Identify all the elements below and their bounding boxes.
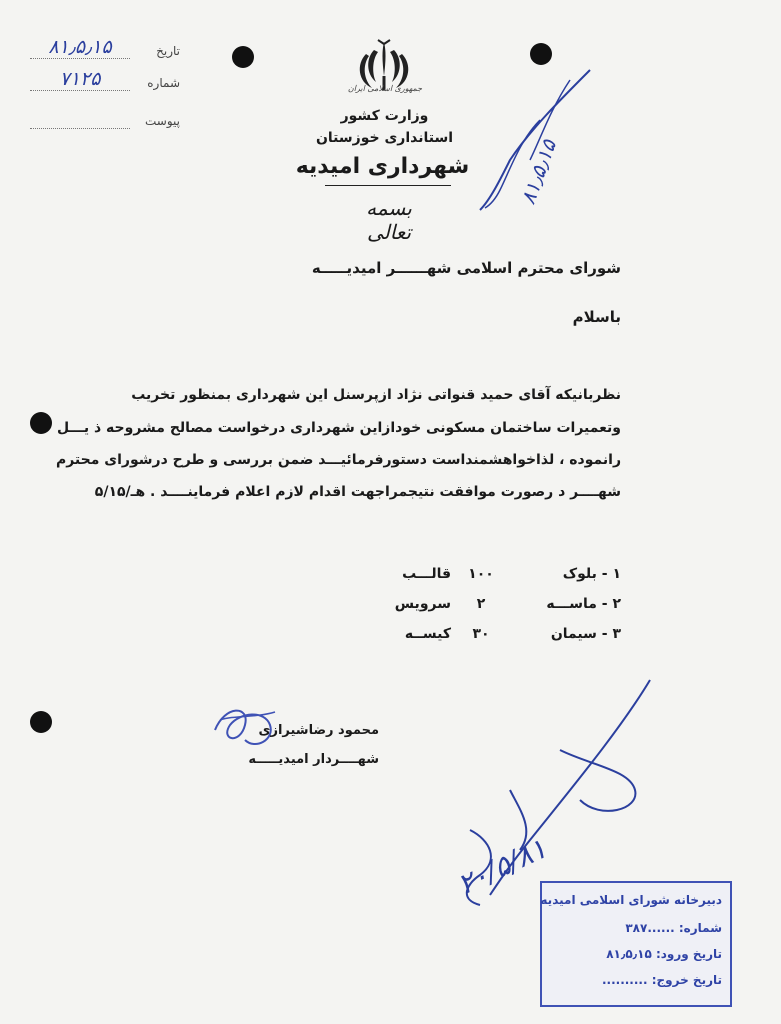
governorate-heading: استانداری خوزستان bbox=[315, 130, 454, 146]
stamp-entry-date: تاریخ ورود: ۸۱٫۵٫۱۵ bbox=[606, 947, 722, 961]
municipality-heading: شهرداری امیدیه bbox=[295, 154, 470, 179]
punch-hole-top-left bbox=[232, 46, 254, 68]
date-label: تاریخ bbox=[156, 44, 180, 58]
number-value: ۷۱۲۵ bbox=[30, 68, 130, 91]
date-value: ۸۱٫۵٫۱۵ bbox=[30, 36, 130, 59]
ministry-heading: وزارت کشور bbox=[340, 108, 429, 124]
stamp-exit-date: تاریخ خروج: .......... bbox=[601, 973, 722, 987]
punch-hole-middle bbox=[30, 412, 52, 434]
item-unit: قالـــب bbox=[402, 566, 451, 582]
handwritten-scribble-top bbox=[440, 60, 600, 220]
header-divider bbox=[325, 185, 451, 186]
handwritten-note-top: ۸۱٫۵٫۱۵ bbox=[515, 136, 562, 208]
addressee: شورای محترم اسلامی شهــــــر امیدیـــــه bbox=[311, 259, 621, 277]
bismillah: بسمه تعالی bbox=[366, 196, 412, 244]
item-unit: کیســه bbox=[404, 626, 451, 642]
stamp-title: دبیرخانه شورای اسلامی امیدیه bbox=[540, 893, 722, 907]
signer-name: محمود رضاشیرازی bbox=[258, 723, 379, 738]
signer-title: شهــــردار امیدیـــــه bbox=[248, 752, 379, 767]
attachment-label: پیوست bbox=[145, 114, 180, 128]
iran-emblem-icon bbox=[352, 36, 416, 104]
receipt-stamp bbox=[540, 881, 732, 1007]
punch-hole-lower bbox=[30, 711, 52, 733]
greeting: باسلام bbox=[572, 308, 621, 326]
body-line-1: نظربانیکه آقای حمید قنواتی نژاد ازپرسنل این شهرداری بمنظور تخریب bbox=[131, 387, 621, 403]
emblem-caption: جمهوری اسلامی ایران bbox=[347, 84, 423, 93]
list-item bbox=[381, 626, 621, 646]
handwritten-note-bottom: ۲۰/۵/۸۱ bbox=[452, 831, 552, 902]
number-field bbox=[30, 68, 180, 94]
date-field bbox=[30, 36, 180, 62]
list-item bbox=[381, 596, 621, 616]
item-name: ۱ - بلوک bbox=[562, 566, 621, 582]
list-item bbox=[381, 566, 621, 586]
stamp-number: شماره: ......۳۸۷ bbox=[625, 921, 722, 935]
body-line-3: رانموده ، لذاخواهشمنداست دستورفرمائیـــد ضمن بررسی و طرح درشورای محترم bbox=[55, 452, 621, 468]
number-label: شماره bbox=[147, 76, 180, 90]
item-qty: ۱۰۰ bbox=[468, 566, 494, 582]
body-line-2: وتعمیرات ساختمان مسکونی خودازاین شهرداری درخواست مصالح مشروحه ذ یـــل bbox=[57, 420, 621, 436]
body-line-4: شهــــر د رصورت موافقت نتیجمراجهت اقدام لازم اعلام فرماینــــد . هـ/۵/۱۵ bbox=[94, 484, 621, 500]
item-name: ۳ - سیمان bbox=[550, 626, 621, 642]
item-qty: ۳۰ bbox=[472, 626, 490, 642]
item-name: ۲ - ماســـه bbox=[546, 596, 621, 612]
item-unit: سرویس bbox=[394, 596, 451, 612]
item-qty: ۲ bbox=[476, 596, 486, 612]
